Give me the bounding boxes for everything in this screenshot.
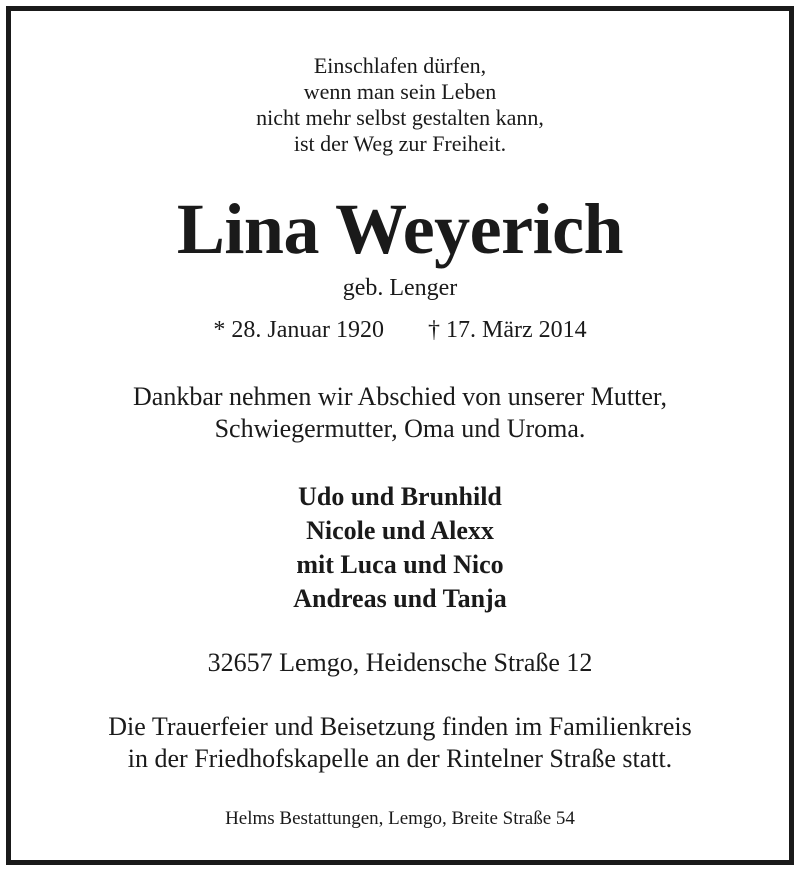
mourner-line-1: Udo und Brunhild bbox=[298, 482, 502, 511]
family-address: 32657 Lemgo, Heidensche Straße 12 bbox=[207, 648, 593, 677]
service-line-2: in der Friedhofskapelle an der Rintelner Straße statt. bbox=[127, 744, 673, 773]
obituary-notice bbox=[6, 6, 794, 865]
death-date: † 17. März 2014 bbox=[428, 317, 587, 343]
mourner-line-4: Andreas und Tanja bbox=[293, 584, 507, 613]
poem-line-3: nicht mehr selbst gestalten kann, bbox=[256, 105, 544, 130]
birth-date: * 28. Januar 1920 bbox=[213, 317, 384, 343]
maiden-name: geb. Lenger bbox=[342, 275, 458, 301]
mourner-line-3: mit Luca und Nico bbox=[296, 550, 504, 579]
farewell-line-2: Schwiegermutter, Oma und Uroma. bbox=[214, 414, 586, 443]
mourner-line-2: Nicole und Alexx bbox=[306, 516, 494, 545]
farewell-line-1: Dankbar nehmen wir Abschied von unserer Mutter, bbox=[133, 382, 667, 411]
life-dates bbox=[11, 315, 789, 345]
poem-line-2: wenn man sein Leben bbox=[303, 79, 497, 104]
undertaker-info: Helms Bestattungen, Lemgo, Breite Straße 54 bbox=[225, 808, 575, 829]
service-line-1: Die Trauerfeier und Beisetzung finden im Familienkreis bbox=[108, 712, 692, 741]
poem-line-4: ist der Weg zur Freiheit. bbox=[293, 131, 507, 156]
deceased-name: Lina Weyerich bbox=[176, 189, 624, 269]
poem-line-1: Einschlafen dürfen, bbox=[313, 53, 487, 78]
